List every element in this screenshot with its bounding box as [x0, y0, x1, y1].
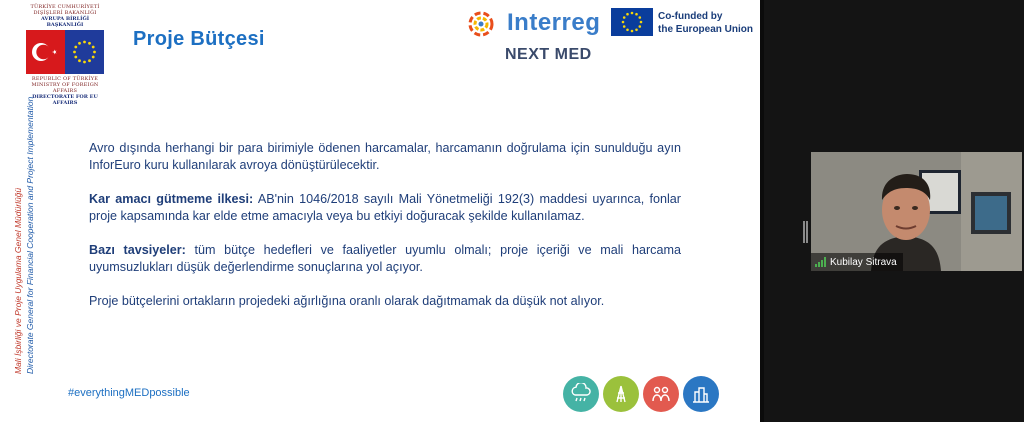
participant-name-bar: [811, 253, 903, 271]
eu-flag-icon: [65, 30, 104, 74]
logo-line-5: MINISTRY OF FOREIGN AFFAIRS: [31, 82, 99, 94]
logo-line-2: DIŞİŞLERİ BAKANLIĞI: [33, 10, 97, 16]
energy-tower-icon: [603, 376, 639, 412]
paragraph-heading: Bazı tavsiyeler:: [89, 243, 186, 257]
paragraph-text: Proje bütçelerini ortakların projedeki ağırlığına oranlı olarak dağıtmamak da düşük not alıyor.: [89, 294, 605, 308]
next-med-label: NEXT MED: [505, 46, 592, 63]
interreg-sun-icon: [465, 8, 497, 40]
hashtag: #everythingMEDpossible: [68, 387, 190, 399]
participant-video-tile[interactable]: [811, 152, 1022, 271]
paragraph-recommendations: [89, 242, 681, 275]
participant-name: Kubilay Sitrava: [830, 256, 897, 268]
footer-icons: [563, 376, 719, 412]
vertical-directorate-text: [8, 96, 46, 374]
logo-line-1: TÜRKİYE CUMHURİYETİ: [30, 4, 100, 10]
cofunded-text: [658, 10, 753, 36]
interreg-logo: [465, 6, 755, 68]
paragraph-non-profit: [89, 191, 681, 224]
slide-title: Proje Bütçesi: [133, 28, 265, 50]
paragraph-distribution: [89, 293, 681, 310]
signal-bars-icon: [815, 257, 826, 267]
interreg-wordmark: Interreg: [507, 9, 601, 36]
paragraph-text: tüm bütçe hedefleri ve faaliyetler uyumlu olmalı; proje içeriği ve mali harcama uyumsuzlukları düşük değerlendirme sonuçlarına yol açıyor.: [89, 243, 681, 274]
paragraph-currency: [89, 140, 681, 173]
logo-line-6: DIRECTORATE FOR EU AFFAIRS: [32, 94, 98, 106]
vertical-text-english: Directorate General for Financial Cooperation and Project Implementation: [25, 96, 35, 374]
people-icon: [643, 376, 679, 412]
cofunded-line-1: Co-funded by: [658, 11, 723, 22]
city-icon: [683, 376, 719, 412]
paragraph-text: AB'nin 1046/2018 sayılı Mali Yönetmeliği 192(3) maddesi uyarınca, fonlar proje kapsamında kar elde etme amacıyla veya bu etkiyi doğuracak şekilde kullanılamaz.: [89, 192, 681, 223]
eu-flag-small-icon: [611, 8, 653, 36]
cloud-rain-icon: [563, 376, 599, 412]
logo-line-4: REPUBLIC OF TÜRKİYE: [31, 76, 99, 82]
vertical-text-turkish: Mali İşbirliği ve Proje Uygulama Genel Müdürlüğü: [13, 187, 23, 374]
turkish-flag-icon: [26, 30, 65, 74]
resize-handle[interactable]: [803, 221, 809, 243]
panel-divider: [760, 0, 764, 422]
directorate-eu-affairs-logo: [22, 4, 108, 106]
logo-line-3: AVRUPA BİRLİĞİ BAŞKANLIĞI: [40, 16, 90, 28]
paragraph-heading: Kar amacı gütmeme ilkesi:: [89, 192, 254, 206]
cofunded-line-2: the European Union: [658, 24, 753, 35]
logo-flags: [26, 30, 104, 74]
paragraph-text: Avro dışında herhangi bir para birimiyle ödenen harcamalar, harcamanın doğrulama için sunulduğu ayın InforEuro kuru kullanılarak avroya dönüştürülecektir.: [89, 141, 681, 172]
slide-body: [89, 140, 681, 328]
